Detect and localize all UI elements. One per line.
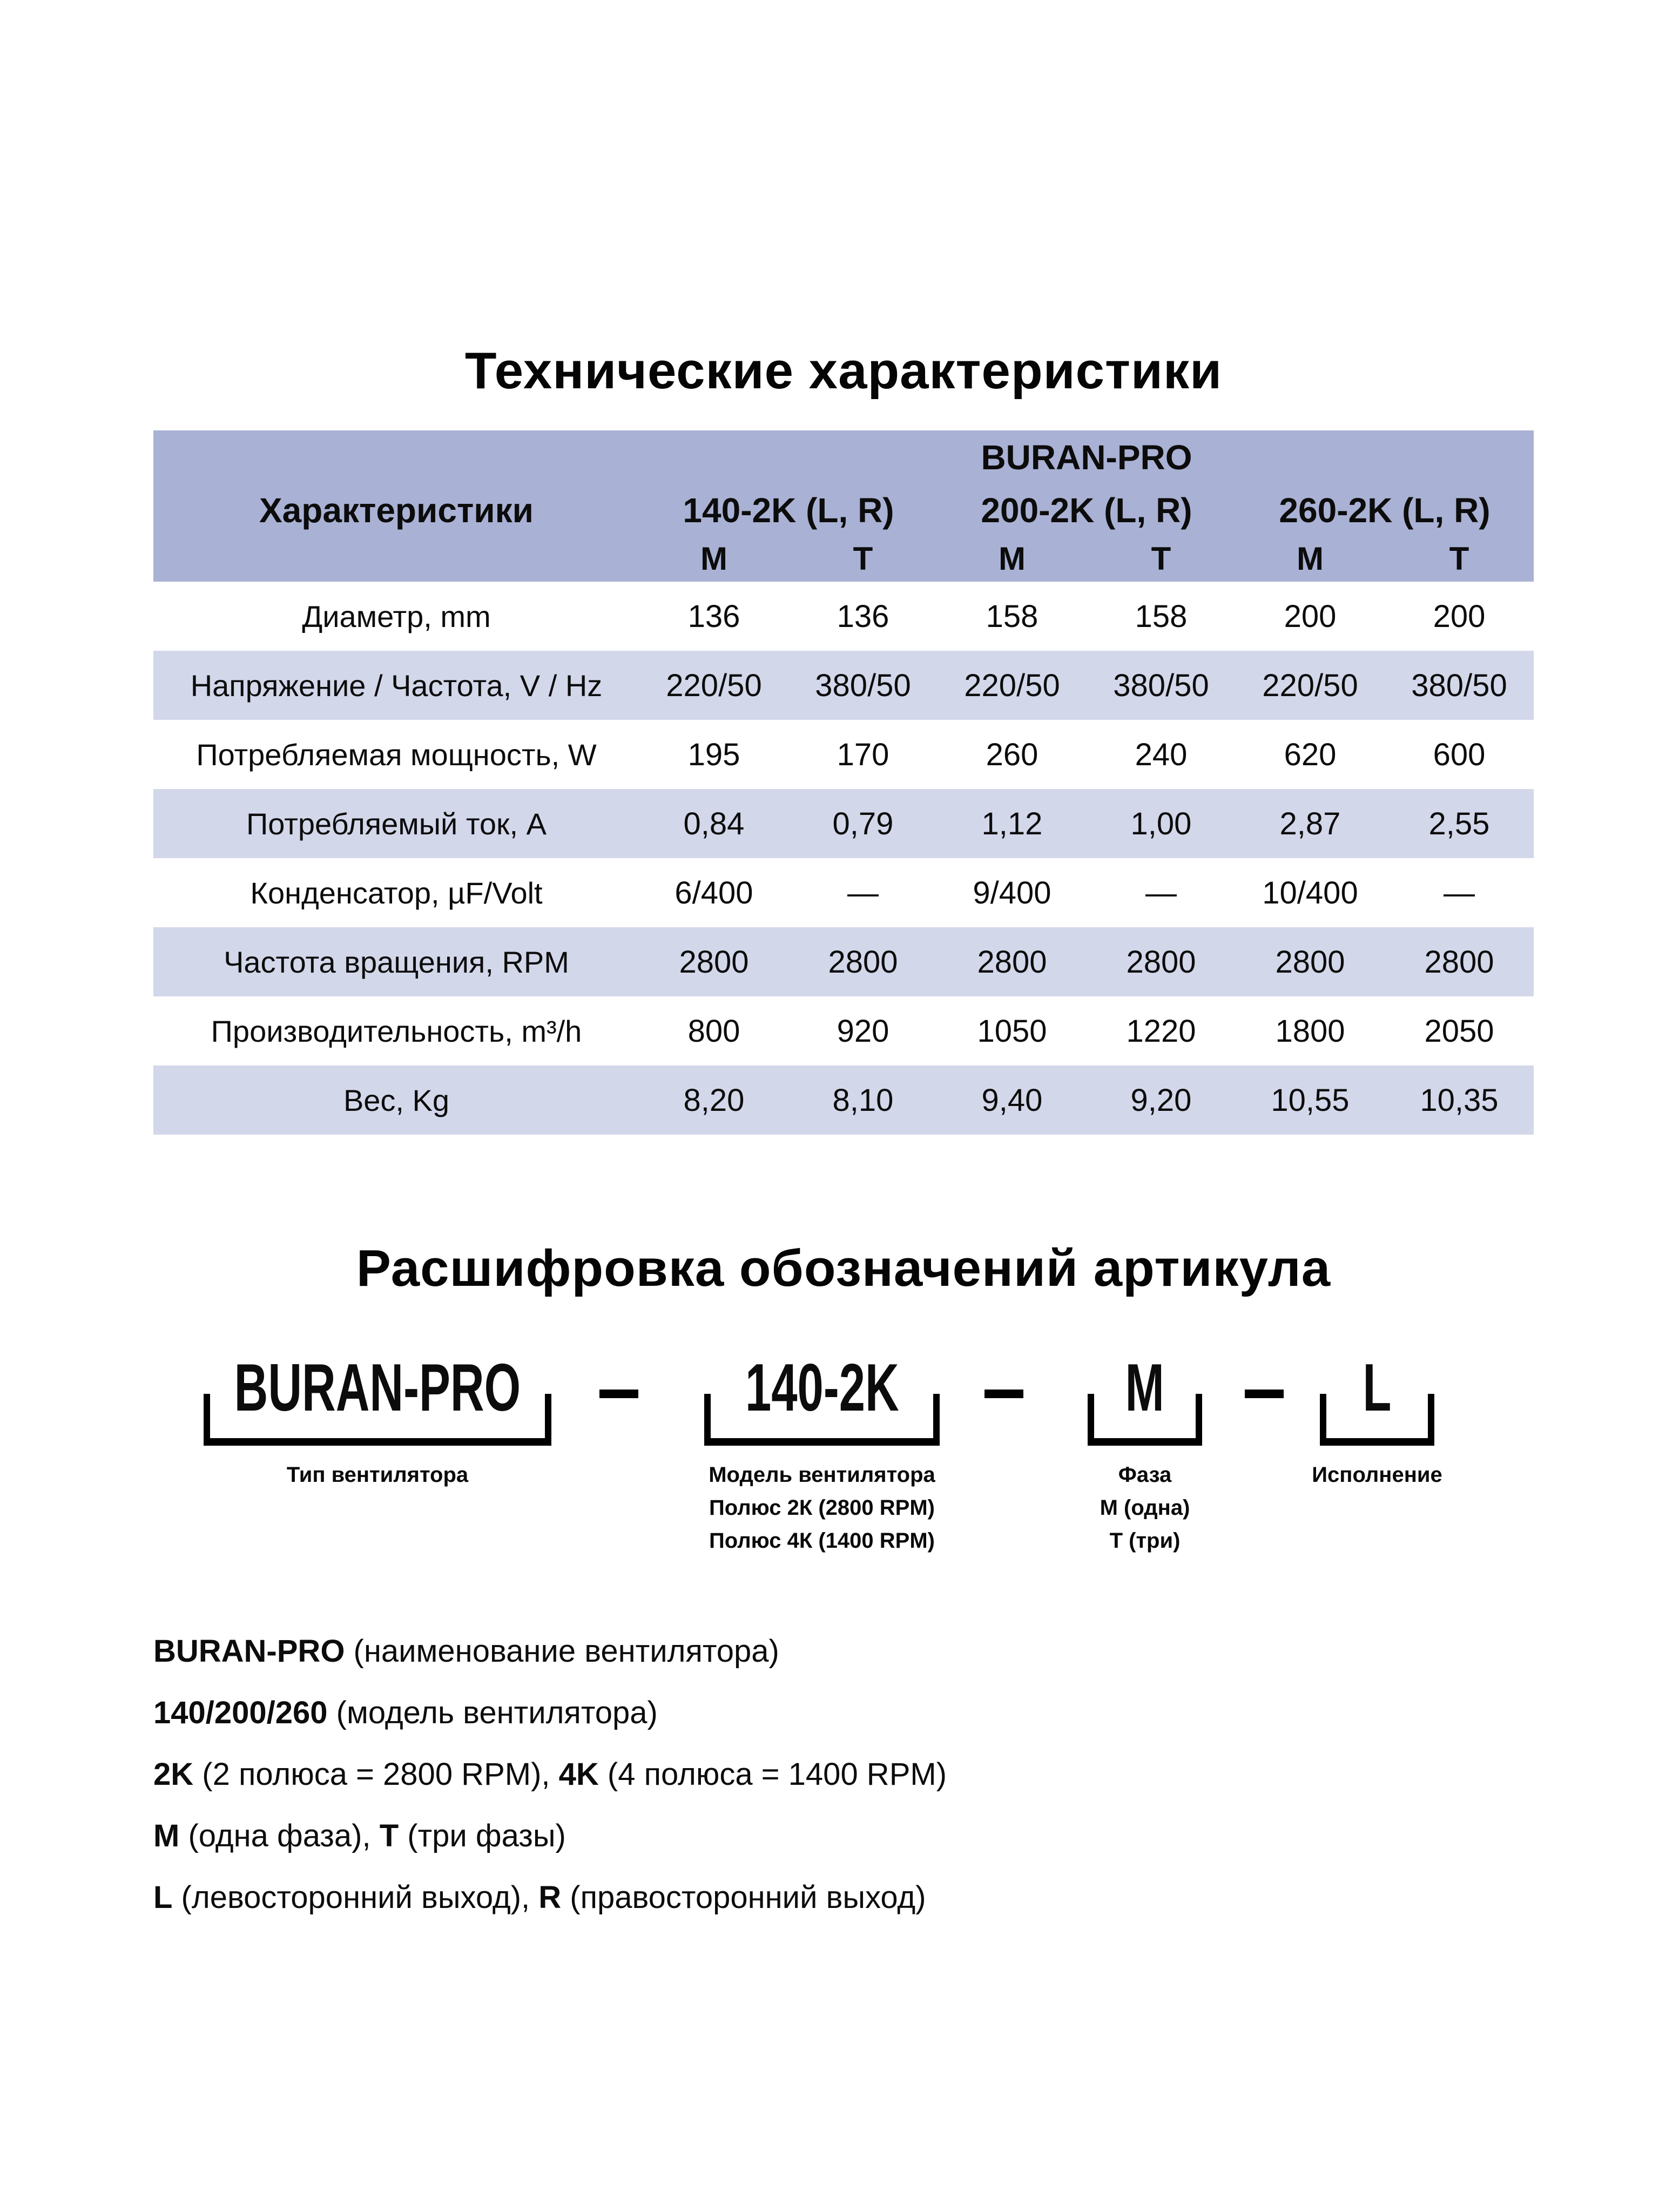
characteristics-column-header: Характеристики	[259, 490, 534, 530]
term-code-text: BURAN-PRO	[234, 1351, 521, 1425]
phase-header: M	[700, 541, 727, 577]
decoding-section-title: Расшифровка обозначений артикула	[356, 1239, 1331, 1297]
cell-value: 0,84	[683, 806, 745, 841]
legend-line: M (одна фаза), T (три фазы)	[153, 1818, 566, 1853]
cell-value: 2800	[1126, 944, 1196, 980]
cell-value: 600	[1433, 737, 1486, 772]
cell-value: 1,12	[981, 806, 1043, 841]
table-row	[153, 789, 1534, 858]
spec-table-header	[153, 430, 1534, 582]
term-label: Т (три)	[1109, 1529, 1181, 1553]
cell-value: 240	[1135, 737, 1188, 772]
term-label: Полюс 4К (1400 RPM)	[709, 1529, 935, 1553]
cell-value: 195	[687, 737, 740, 772]
row-label: Потребляемый ток, A	[246, 806, 547, 841]
underbrace-bracket-icon	[204, 1394, 551, 1446]
term-label: Тип вентилятора	[286, 1463, 469, 1487]
specs-section-title: Технические характеристики	[464, 342, 1223, 400]
cell-value: 2800	[977, 944, 1047, 980]
cell-value: 380/50	[815, 667, 911, 703]
model-header-200: 200-2K (L, R)	[981, 490, 1192, 530]
term-code-text: M	[1125, 1351, 1165, 1425]
code-legend	[153, 1621, 1568, 1928]
cell-value: 200	[1433, 598, 1486, 634]
spec-table	[153, 430, 1534, 1135]
cell-value: 9/400	[973, 875, 1051, 911]
cell-value: 2,55	[1428, 806, 1490, 841]
diagram-term-type	[172, 1351, 583, 1487]
legend-line: 2K (2 полюса = 2800 RPM), 4K (4 полюса = 1400 RPM)	[153, 1757, 947, 1792]
cell-value: 9,40	[981, 1082, 1043, 1118]
cell-value: 1050	[977, 1013, 1047, 1049]
term-code-text: L	[1363, 1351, 1392, 1425]
underbrace-bracket-icon	[1320, 1394, 1434, 1446]
cell-value: 800	[687, 1013, 740, 1049]
cell-value: 1220	[1126, 1013, 1196, 1049]
diagram-term-output	[1172, 1351, 1582, 1487]
header-spacer	[153, 536, 639, 582]
cell-value: 2800	[1424, 944, 1494, 980]
row-label: Вес, Kg	[343, 1083, 450, 1117]
cell-value: 2800	[679, 944, 749, 980]
row-label: Конденсатор, µF/Volt	[250, 875, 543, 910]
term-label: Полюс 2К (2800 RPM)	[709, 1496, 935, 1520]
term-label: Исполнение	[1312, 1463, 1442, 1487]
brand-header: BURAN-PRO	[981, 438, 1192, 477]
legend-line: L (левосторонний выход), R (правосторонний выход)	[153, 1880, 926, 1915]
cell-value: 380/50	[1411, 667, 1507, 703]
cell-value: 2050	[1424, 1013, 1494, 1049]
table-row	[153, 651, 1534, 720]
cell-value: 260	[986, 737, 1038, 772]
cell-value: 8,20	[683, 1082, 745, 1118]
model-header-140: 140-2K (L, R)	[683, 490, 894, 530]
cell-value: 10,55	[1271, 1082, 1350, 1118]
row-label: Частота вращения, RPM	[224, 945, 569, 979]
cell-value: 1,00	[1130, 806, 1192, 841]
term-code-text: 140-2K	[745, 1351, 899, 1425]
cell-value: —	[847, 875, 879, 911]
cell-value: 136	[837, 598, 889, 634]
row-label: Потребляемая мощность, W	[196, 737, 597, 772]
cell-value: 136	[687, 598, 740, 634]
row-label: Производительность, m³/h	[211, 1014, 582, 1048]
table-row	[153, 720, 1534, 789]
table-row	[153, 996, 1534, 1065]
phase-header: M	[999, 541, 1026, 577]
cell-value: 920	[837, 1013, 889, 1049]
cell-value: 2,87	[1279, 806, 1341, 841]
term-label: Модель вентилятора	[709, 1463, 935, 1487]
phase-header: M	[1297, 541, 1324, 577]
cell-value: 170	[837, 737, 889, 772]
model-header-260: 260-2K (L, R)	[1279, 490, 1491, 530]
phase-header: T	[853, 541, 873, 577]
table-row	[153, 1065, 1534, 1135]
cell-value: 0,79	[832, 806, 894, 841]
table-row	[153, 582, 1534, 651]
legend-line: 140/200/260 (модель вентилятора)	[153, 1695, 658, 1730]
cell-value: 10,35	[1420, 1082, 1499, 1118]
cell-value: 158	[986, 598, 1038, 634]
cell-value: 158	[1135, 598, 1188, 634]
underbrace-bracket-icon	[704, 1394, 940, 1446]
term-label: Фаза	[1118, 1463, 1172, 1487]
cell-value: —	[1444, 875, 1475, 911]
row-label: Напряжение / Частота, V / Hz	[190, 668, 603, 703]
table-row	[153, 927, 1534, 996]
phase-header: T	[1449, 541, 1469, 577]
table-row	[153, 858, 1534, 927]
cell-value: 9,20	[1130, 1082, 1192, 1118]
cell-value: 220/50	[666, 667, 762, 703]
phase-header: T	[1151, 541, 1171, 577]
cell-value: 620	[1284, 737, 1337, 772]
cell-value: 380/50	[1113, 667, 1209, 703]
cell-value: 6/400	[675, 875, 753, 911]
cell-value: 10/400	[1262, 875, 1358, 911]
term-label: М (одна)	[1100, 1496, 1190, 1520]
cell-value: 2800	[1275, 944, 1345, 980]
legend-line: BURAN-PRO (наименование вентилятора)	[153, 1634, 779, 1669]
cell-value: 220/50	[1262, 667, 1358, 703]
cell-value: 1800	[1275, 1013, 1345, 1049]
cell-value: —	[1145, 875, 1177, 911]
header-spacer	[153, 430, 639, 484]
cell-value: 220/50	[964, 667, 1060, 703]
article-code-diagram	[153, 1353, 1534, 1601]
cell-value: 8,10	[832, 1082, 894, 1118]
cell-value: 2800	[828, 944, 898, 980]
cell-value: 200	[1284, 598, 1337, 634]
row-label: Диаметр, mm	[302, 599, 491, 633]
